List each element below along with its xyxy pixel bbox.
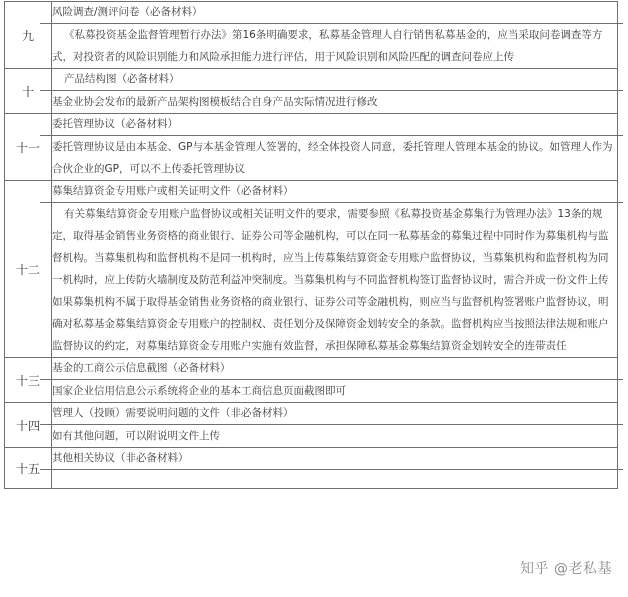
table-row (5, 403, 618, 448)
body-paragraph: 如果募集机构不属于取得基金销售业务资格的商业银行、证券公司等金融机构，则应当与监督机构签署账户监督协议，明确对私募基金募集结算资金专用账户的控制权、责任划分及保障资金划转安全的条款。监督机构应当按照法律法规和账户监督协议的约定，对募集结算资金专用账户实施有效监督，承担保障私募基金募集结算资金划转安全的连带责任 (52, 296, 609, 352)
row-content (52, 358, 618, 403)
row-body (52, 136, 617, 180)
table-row (5, 2, 618, 69)
row-title: 产品结构图（必备材料） (64, 73, 180, 85)
row-title: 管理人（投顾）需要说明问题的文件（非必备材料） (52, 407, 294, 419)
row-body (52, 24, 617, 68)
row-number: 十四 (5, 403, 52, 448)
row-body (52, 380, 617, 402)
table-row (5, 114, 618, 181)
row-content (52, 181, 618, 358)
row-content (52, 448, 618, 489)
watermark: 知乎 @老私基 (520, 561, 612, 577)
row-body (52, 91, 617, 113)
body-paragraph: 国家企业信用信息公示系统将企业的基本工商信息页面截图即可 (52, 385, 346, 397)
row-number: 九 (5, 2, 52, 69)
materials-table (4, 1, 618, 489)
row-content (52, 114, 618, 181)
row-divider (40, 469, 623, 470)
row-number: 十三 (5, 358, 52, 403)
row-body (52, 425, 617, 447)
body-paragraph: 基金业协会发布的最新产品架构图模板结合自身产品实际情况进行修改 (52, 96, 378, 108)
body-paragraph: 《私募投资基金监督管理暂行办法》第16条明确要求，私募基金管理人自行销售私募基金的，应当采取问卷调查等方式，对投资者的风险识别能力和风险承担能力进行评估，用于风险识别和风险匹配的调查问卷应上传 (52, 29, 603, 63)
body-paragraph: 如有其他问题，可以附说明文件上传 (52, 430, 220, 442)
row-title: 其他相关协议（非必备材料） (52, 452, 189, 464)
row-content (52, 403, 618, 448)
row-content (52, 2, 618, 69)
row-title: 基金的工商公示信息截图（必备材料） (52, 362, 231, 374)
table-row (5, 69, 618, 114)
row-body (52, 203, 617, 357)
row-title: 募集结算资金专用账户或相关证明文件（必备材料） (52, 185, 294, 197)
row-title: 风险调查/测评问卷（必备材料） (52, 6, 203, 18)
table-row (5, 358, 618, 403)
row-content (52, 69, 618, 114)
row-title: 委托管理协议（必备材料） (52, 118, 178, 130)
row-number: 十 (5, 69, 52, 114)
body-paragraph: 委托管理协议是由本基金、GP与本基金管理人签署的，经全体投资人同意，委托管理人管理本基金的协议。如管理人作为合伙企业的GP，可以不上传委托管理协议 (52, 141, 613, 175)
table-row (5, 181, 618, 358)
row-number: 十一 (5, 114, 52, 181)
table-row (5, 448, 618, 489)
body-paragraph: 有关募集结算资金专用账户监督协议或相关证明文件的要求，需要参照《私募投资基金募集行为管理办法》13条的规定，取得基金销售业务资格的商业银行、证券公司等金融机构，可以在同一私募基金的募集过程中同时作为募集机构与监督机构。当募集机构和监督机构不是同一机构时，应当上传募集结算资金专用账户监督协议，当募集机构和监督机构为同一机构时，应上传防火墙制度及防范利益冲突制度。当募集机构与不同监督机构签订监督协议时，需合并成一份文件上传 (52, 208, 609, 286)
row-number: 十二 (5, 181, 52, 358)
row-number: 十五 (5, 448, 52, 489)
